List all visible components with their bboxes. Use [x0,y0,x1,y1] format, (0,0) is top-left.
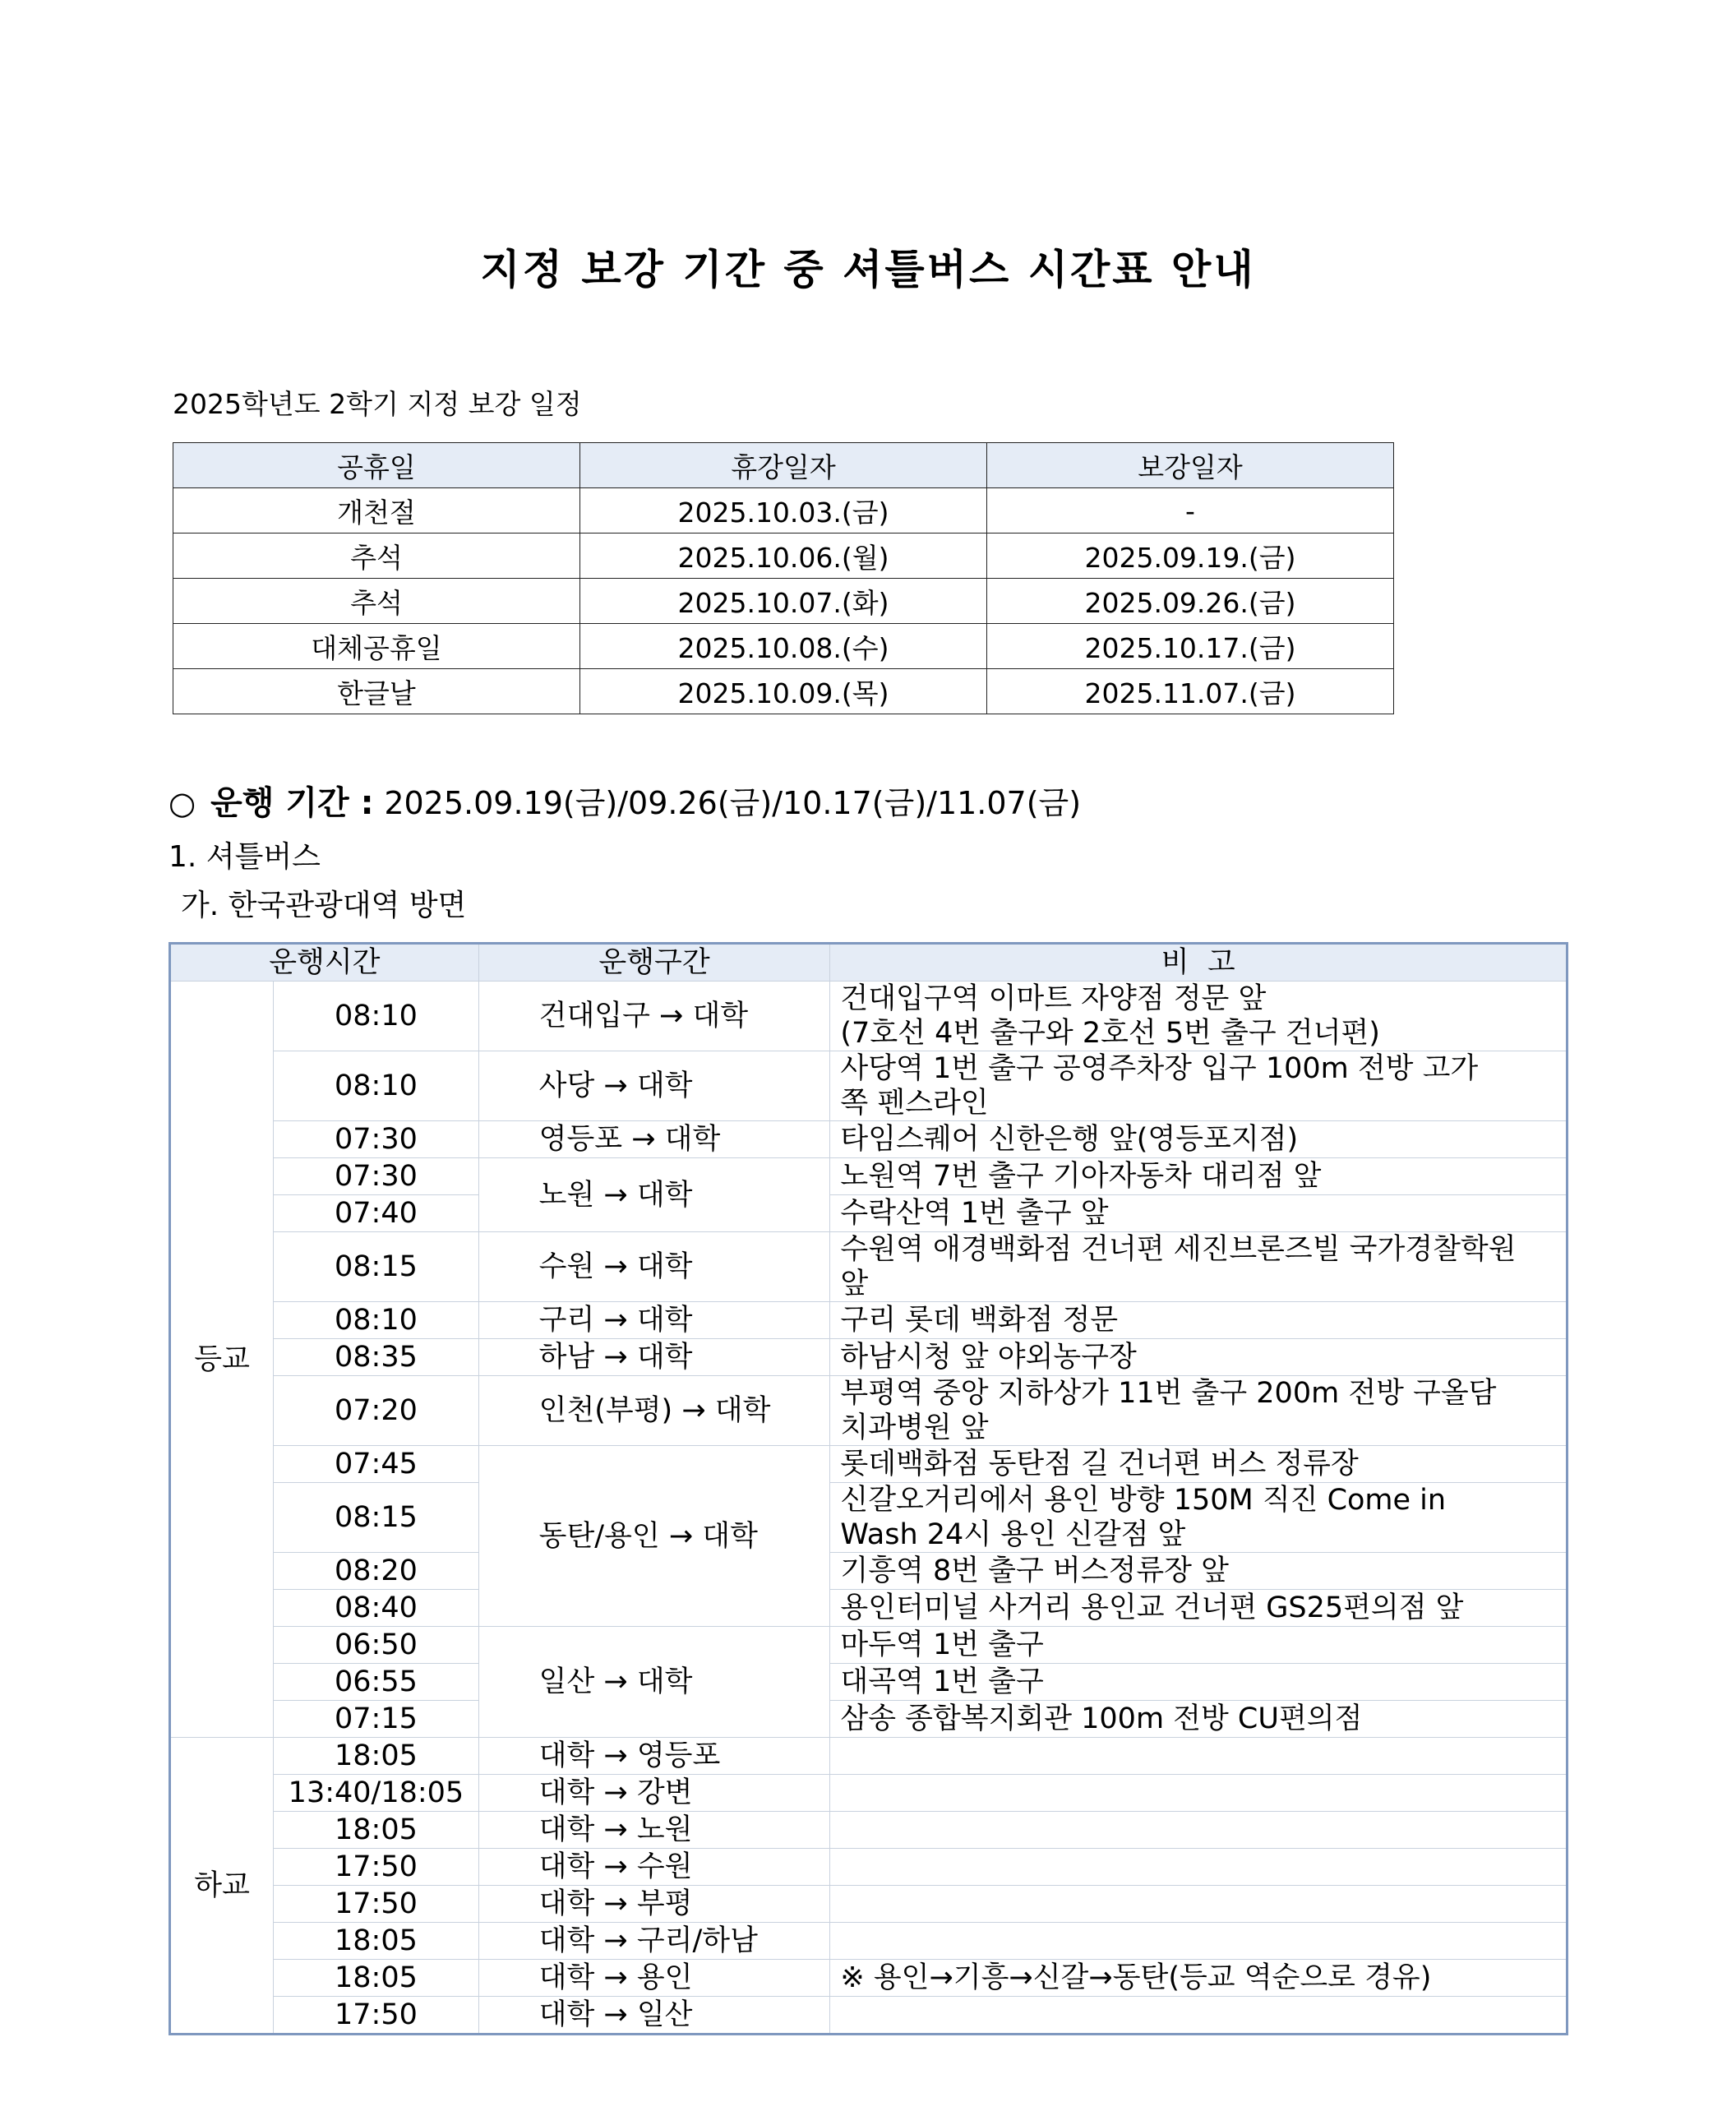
table-row [173,534,1394,579]
stop-note [830,982,1567,1051]
route-cell: 대학 → 영등포 [478,1738,830,1775]
departure-time: 08:35 [274,1339,478,1376]
departure-time: 07:40 [274,1195,478,1232]
header-notes: 비 고 [830,944,1567,982]
route-cell: 대학 → 일산 [478,1997,830,2035]
route-cell: 사당 → 대학 [478,1051,830,1121]
cancel-date-cell: 2025.10.07.(화) [580,579,987,624]
table-row [173,579,1394,624]
stop-note [830,1738,1567,1775]
route-cell: 대학 → 구리/하남 [478,1923,830,1960]
holiday-cell: 개천절 [173,488,580,534]
table-row [170,1446,1567,1483]
stop-note-line: 신갈오거리에서 용인 방향 150M 직진 Come in [840,1484,1447,1517]
departure-time: 18:05 [274,1960,478,1997]
table-row [170,1812,1567,1849]
holiday-cell: 대체공휴일 [173,624,580,669]
departure-time: 08:10 [274,982,478,1051]
departure-time: 07:30 [274,1158,478,1195]
section-subheading-route: 가. 한국관광대역 방면 [181,889,467,922]
stop-note: 구리 롯데 백화점 정문 [830,1302,1567,1339]
route-cell: 일산 → 대학 [478,1627,830,1738]
stop-note-line: 건대입구역 이마트 자양점 정문 앞 [840,982,1267,1015]
departure-time: 18:05 [274,1812,478,1849]
stop-note [830,1997,1567,2035]
table-header-row [173,443,1394,488]
stop-note: 마두역 1번 출구 [830,1627,1567,1664]
departure-time: 18:05 [274,1738,478,1775]
table-row [170,1627,1567,1664]
stop-note-line: 쪽 펜스라인 [840,1087,989,1120]
departure-time: 08:20 [274,1553,478,1590]
stop-note-line: 사당역 1번 출구 공영주차장 입구 100m 전방 고가 [840,1052,1479,1085]
departure-time: 18:05 [274,1923,478,1960]
cancel-date-cell: 2025.10.09.(목) [580,669,987,714]
departure-time: 08:10 [274,1302,478,1339]
route-cell: 대학 → 용인 [478,1960,830,1997]
route-cell: 수원 → 대학 [478,1232,830,1302]
makeup-date-cell: 2025.11.07.(금) [987,669,1394,714]
header-cancel-date: 휴강일자 [580,443,987,488]
route-cell: 인천(부평) → 대학 [478,1376,830,1446]
stop-note-line: (7호선 4번 출구와 2호선 5번 출구 건너편) [840,1017,1380,1050]
makeup-date-cell: 2025.10.17.(금) [987,624,1394,669]
makeup-date-cell: 2025.09.19.(금) [987,534,1394,579]
route-cell: 대학 → 수원 [478,1849,830,1886]
stop-note-line: Wash 24시 용인 신갈점 앞 [840,1518,1186,1551]
stop-note [830,1051,1567,1121]
stop-note-line: 앞 [840,1268,869,1300]
makeup-schedule-table [173,442,1394,714]
page-title: 지정 보강 기간 중 셔틀버스 시간표 안내 [480,246,1256,293]
table-row [170,1738,1567,1775]
stop-note [830,1232,1567,1302]
section-heading-shuttle: 1. 셔틀버스 [169,840,321,874]
route-cell: 구리 → 대학 [478,1302,830,1339]
table-row [170,1376,1567,1446]
table-row [170,1775,1567,1812]
table-row [170,1553,1567,1590]
table-row [170,1121,1567,1158]
departure-time: 07:15 [274,1701,478,1738]
holiday-cell: 추석 [173,534,580,579]
route-cell: 노원 → 대학 [478,1158,830,1232]
stop-note: 기흥역 8번 출구 버스정류장 앞 [830,1553,1567,1590]
departure-time: 08:15 [274,1483,478,1553]
table-row [173,488,1394,534]
route-cell: 건대입구 → 대학 [478,982,830,1051]
table-row [170,1923,1567,1960]
group-to-school: 등교 [170,982,274,1738]
stop-note-line: 부평역 중앙 지하상가 11번 출구 200m 전방 구올담 [840,1377,1497,1410]
table-row [170,1664,1567,1701]
departure-time: 17:50 [274,1886,478,1923]
operation-period-label: 운행 기간 : [210,784,374,822]
departure-time: 07:20 [274,1376,478,1446]
stop-note: ※ 용인→기흥→신갈→동탄(등교 역순으로 경유) [830,1960,1567,1997]
stop-note: 삼송 종합복지회관 100m 전방 CU편의점 [830,1701,1567,1738]
table-row [170,1960,1567,1997]
table-row [170,1886,1567,1923]
table-row [173,669,1394,714]
makeup-date-cell: - [987,488,1394,534]
stop-note [830,1376,1567,1446]
stop-note [830,1886,1567,1923]
group-from-school: 하교 [170,1738,274,2035]
circle-bullet-icon: ○ [169,785,196,821]
table-row [170,1701,1567,1738]
departure-time: 08:15 [274,1232,478,1302]
stop-note: 하남시청 앞 야외농구장 [830,1339,1567,1376]
departure-time: 08:40 [274,1590,478,1627]
table-row [170,1849,1567,1886]
table-row [173,624,1394,669]
table-row [170,982,1567,1051]
stop-note: 수락산역 1번 출구 앞 [830,1195,1567,1232]
holiday-cell: 추석 [173,579,580,624]
cancel-date-cell: 2025.10.06.(월) [580,534,987,579]
makeup-date-cell: 2025.09.26.(금) [987,579,1394,624]
table-row [170,1158,1567,1195]
stop-note: 롯데백화점 동탄점 길 건너편 버스 정류장 [830,1446,1567,1483]
route-cell: 하남 → 대학 [478,1339,830,1376]
departure-time: 17:50 [274,1997,478,2035]
departure-time: 06:55 [274,1664,478,1701]
header-makeup-date: 보강일자 [987,443,1394,488]
stop-note: 용인터미널 사거리 용인교 건너편 GS25편의점 앞 [830,1590,1567,1627]
table-row [170,1997,1567,2035]
stop-note-line: 치과병원 앞 [840,1411,989,1444]
stop-note: 타임스퀘어 신한은행 앞(영등포지점) [830,1121,1567,1158]
table-row [170,1339,1567,1376]
route-cell: 대학 → 노원 [478,1812,830,1849]
table-row [170,1483,1567,1553]
table-row [170,1590,1567,1627]
cancel-date-cell: 2025.10.03.(금) [580,488,987,534]
cancel-date-cell: 2025.10.08.(수) [580,624,987,669]
table-header-row [170,944,1567,982]
stop-note [830,1775,1567,1812]
stop-note: 노원역 7번 출구 기아자동차 대리점 앞 [830,1158,1567,1195]
departure-time: 07:45 [274,1446,478,1483]
route-cell: 영등포 → 대학 [478,1121,830,1158]
departure-time: 17:50 [274,1849,478,1886]
stop-note: 대곡역 1번 출구 [830,1664,1567,1701]
table-row [170,1302,1567,1339]
departure-time: 08:10 [274,1051,478,1121]
departure-time: 07:30 [274,1121,478,1158]
shuttle-bus-table [169,942,1568,2035]
departure-time: 06:50 [274,1627,478,1664]
operation-period-value: 2025.09.19(금)/09.26(금)/10.17(금)/11.07(금) [384,785,1082,821]
header-operation-time: 운행시간 [170,944,479,982]
stop-note [830,1923,1567,1960]
operation-period [169,777,1081,824]
table-row [170,1051,1567,1121]
table-row [170,1195,1567,1232]
departure-time: 13:40/18:05 [274,1775,478,1812]
table-row [170,1232,1567,1302]
holiday-cell: 한글날 [173,669,580,714]
route-cell: 동탄/용인 → 대학 [478,1446,830,1627]
header-holiday: 공휴일 [173,443,580,488]
schedule-caption: 2025학년도 2학기 지정 보강 일정 [173,388,582,420]
stop-note [830,1483,1567,1553]
header-route: 운행구간 [478,944,830,982]
stop-note [830,1849,1567,1886]
stop-note [830,1812,1567,1849]
stop-note-line: 수원역 애경백화점 건너편 세진브론즈빌 국가경찰학원 [840,1233,1517,1266]
route-cell: 대학 → 강변 [478,1775,830,1812]
route-cell: 대학 → 부평 [478,1886,830,1923]
